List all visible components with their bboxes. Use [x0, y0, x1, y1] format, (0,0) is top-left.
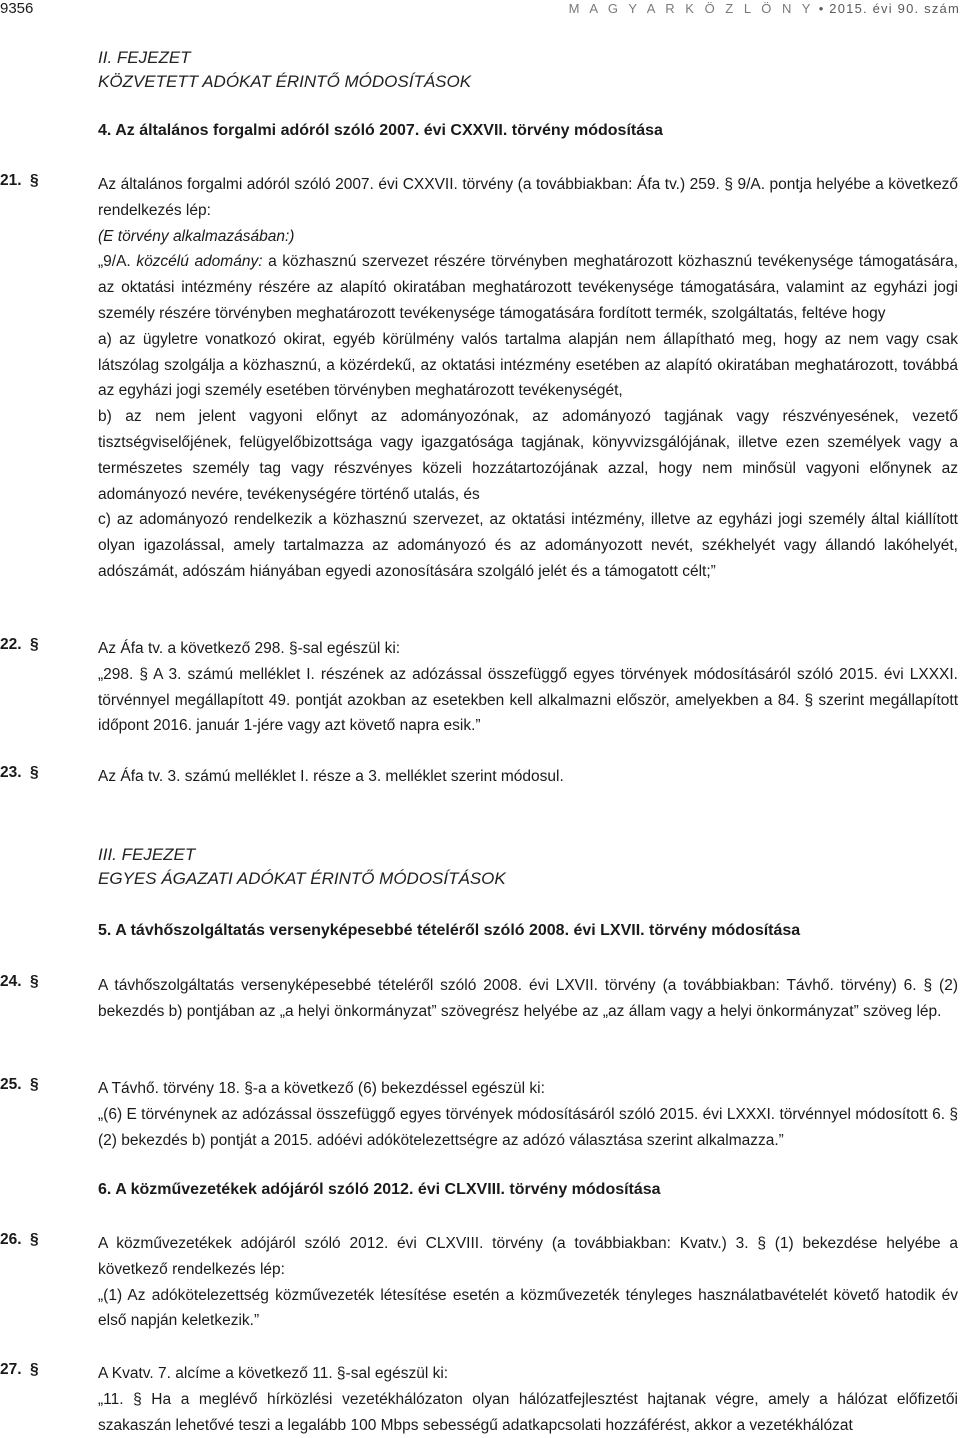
issue-label: 2015. évi 90. szám: [829, 1, 960, 16]
section-sign: §: [30, 764, 39, 781]
paragraph-body: [98, 764, 958, 790]
paragraph-number: 24.: [0, 973, 22, 990]
paragraph-body: [98, 1361, 958, 1438]
quoted-provision: „(1) Az adókötelezettség közművezeték létesítése esetén a közművezeték tényleges használatbavételét követő hatodik év első napján keletkezik.”: [98, 1286, 958, 1330]
chapter-title: II. FEJEZET: [98, 48, 191, 67]
definition-text: [98, 249, 958, 326]
chapter-heading-2: [98, 46, 471, 94]
paragraph-body: [98, 1076, 958, 1153]
publication-name: M A G Y A R K Ö Z L Ö N Y: [568, 1, 814, 16]
running-header: [569, 1, 960, 16]
section-heading-4: 4. Az általános forgalmi adóról szóló 2007. évi CXXVII. törvény módosítása: [98, 122, 663, 139]
section-heading-6: 6. A közművezetékek adójáról szóló 2012. évi CLXVIII. törvény módosítása: [98, 1181, 661, 1198]
definition-term: közcélú adomány:: [136, 253, 263, 271]
chapter-subtitle: EGYES ÁGAZATI ADÓKAT ÉRINTŐ MÓDOSÍTÁSOK: [98, 869, 506, 888]
section-sign: §: [30, 1231, 39, 1248]
section-heading-5: 5. A távhőszolgáltatás versenyképesebbé tételéről szóló 2008. évi LXVII. törvény módosítása: [98, 922, 801, 939]
quoted-provision: „(6) E törvénynek az adózással összefüggő egyes törvények módosításáról szóló 2015. évi LXXXI. törvénnyel módosított 6. § (2) bekezdés b) pontját a 2015. adóévi adókötelezettségre az adózó választása szerint alkalmazza.”: [98, 1105, 958, 1149]
paragraph-text: A Távhő. törvény 18. §-a a következő (6) bekezdéssel egészül ki:: [98, 1080, 545, 1097]
context-note: (E törvény alkalmazásában:): [98, 227, 295, 245]
section-sign: §: [30, 1076, 39, 1093]
quoted-provision: „11. § Ha a meglévő hírközlési vezetékhálózaton olyan hálózatfejlesztést hajtanak végre, amely a hálózat előfizetői szakaszán lehetővé teszi a legalább 100 Mbps sebességű adatkapcsolati hozzáférést, akkor a vezetékhálózat: [98, 1390, 958, 1434]
paragraph-body: [98, 636, 958, 739]
paragraph-text: A Kvatv. 7. alcíme a következő 11. §-sal egészül ki:: [98, 1365, 449, 1382]
paragraph-text: Az Áfa tv. a következő 298. §-sal egészül ki:: [98, 640, 401, 657]
paragraph-number: 23.: [0, 764, 22, 781]
paragraph-body: [98, 973, 958, 1025]
paragraph-body: [98, 1231, 958, 1334]
section-sign: §: [30, 973, 39, 990]
chapter-heading-3: [98, 843, 506, 891]
paragraph-text: A távhőszolgáltatás versenyképesebbé tételéről szóló 2008. évi LXVII. törvény (a továbbiakban: Távhő. törvény) 6. § (2) bekezdés b) pontjában az „a helyi önkormányzat” szövegrész helyébe az „az állam vagy a helyi önkormányzat” szöveg lép.: [98, 977, 958, 1020]
paragraph-body: [98, 172, 958, 585]
definition-open: „9/A.: [98, 253, 137, 271]
section-sign: §: [30, 1361, 39, 1378]
header-bullet: •: [818, 1, 825, 16]
quoted-provision: „298. § A 3. számú melléklet I. részének az adózással összefüggő egyes törvények módosításáról szóló 2015. évi LXXXI. törvénnyel megállapított 49. pontját azokban az esetekben kell alkalmazni először, amelyekben a 84. § szerint megállapított időpont 2016. január 1-jére vagy azt követő napra esik.”: [98, 665, 958, 735]
paragraph-number: 27.: [0, 1361, 22, 1378]
chapter-title: III. FEJEZET: [98, 845, 196, 864]
paragraph-text: Az Áfa tv. 3. számú melléklet I. része a 3. melléklet szerint módosul.: [98, 768, 564, 785]
condition-b: b) az nem jelent vagyoni előnyt az adományozónak, az adományozó tagjának vagy részvényesének, vezető tisztségviselőjének, felügyelőbizottsága vagy igazgatósága tagjának, könyvvizsgálójának, illetve ezen személyek vagy a természetes személy tag vagy részvényes közeli hozzátartozójának azzal, hogy nem minősül vagyoni előnynek az adományozó nevére, tevékenységére történő utalás, és: [98, 408, 958, 503]
paragraph-text: Az általános forgalmi adóról szóló 2007. évi CXXVII. törvény (a továbbiakban: Áfa tv.) 259. § 9/A. pontja helyébe a következő rendelkezés lép:: [98, 176, 958, 219]
section-sign: §: [30, 636, 39, 653]
page-number: 9356: [0, 0, 34, 17]
paragraph-number: 25.: [0, 1076, 22, 1093]
paragraph-number: 22.: [0, 636, 22, 653]
paragraph-text: A közművezetékek adójáról szóló 2012. évi CLXVIII. törvény (a továbbiakban: Kvatv.) 3. § (1) bekezdése helyébe a következő rendelkezés lép:: [98, 1235, 958, 1278]
chapter-subtitle: KÖZVETETT ADÓKAT ÉRINTŐ MÓDOSÍTÁSOK: [98, 72, 472, 91]
definition-rest: a közhasznú szervezet részére törvényben meghatározott közhasznú tevékenysége támogatására, az oktatási intézmény részére az alapító okiratában meghatározott tevékenysége támogatására, valamint az egyházi jogi személy részére törvényben meghatározott tevékenysége támogatására fordított termék, szolgáltatás, feltéve hogy: [98, 253, 958, 322]
condition-a: a) az ügyletre vonatkozó okirat, egyéb körülmény valós tartalma alapján nem állapítható meg, hogy az nem vagy csak látszólag szolgálja a közhasznú, a közérdekű, az oktatási intézmény esetében az alapító okiratában meghatározott, továbbá az egyházi jogi személy esetében törvényben meghatározott tevékenységét,: [98, 330, 958, 400]
paragraph-number: 21.: [0, 172, 22, 189]
paragraph-number: 26.: [0, 1231, 22, 1248]
section-sign: §: [30, 172, 39, 189]
condition-c: c) az adományozó rendelkezik a közhasznú szervezet, az oktatási intézmény, illetve az egyházi jogi személy által kiállított olyan igazolással, amely tartalmazza az adományozó és az adományozott nevét, székhelyét vagy állandó lakóhelyét, adószámát, adószám hiányában egyedi azonosítására szolgáló jelét és a támogatott célt;”: [98, 511, 958, 580]
